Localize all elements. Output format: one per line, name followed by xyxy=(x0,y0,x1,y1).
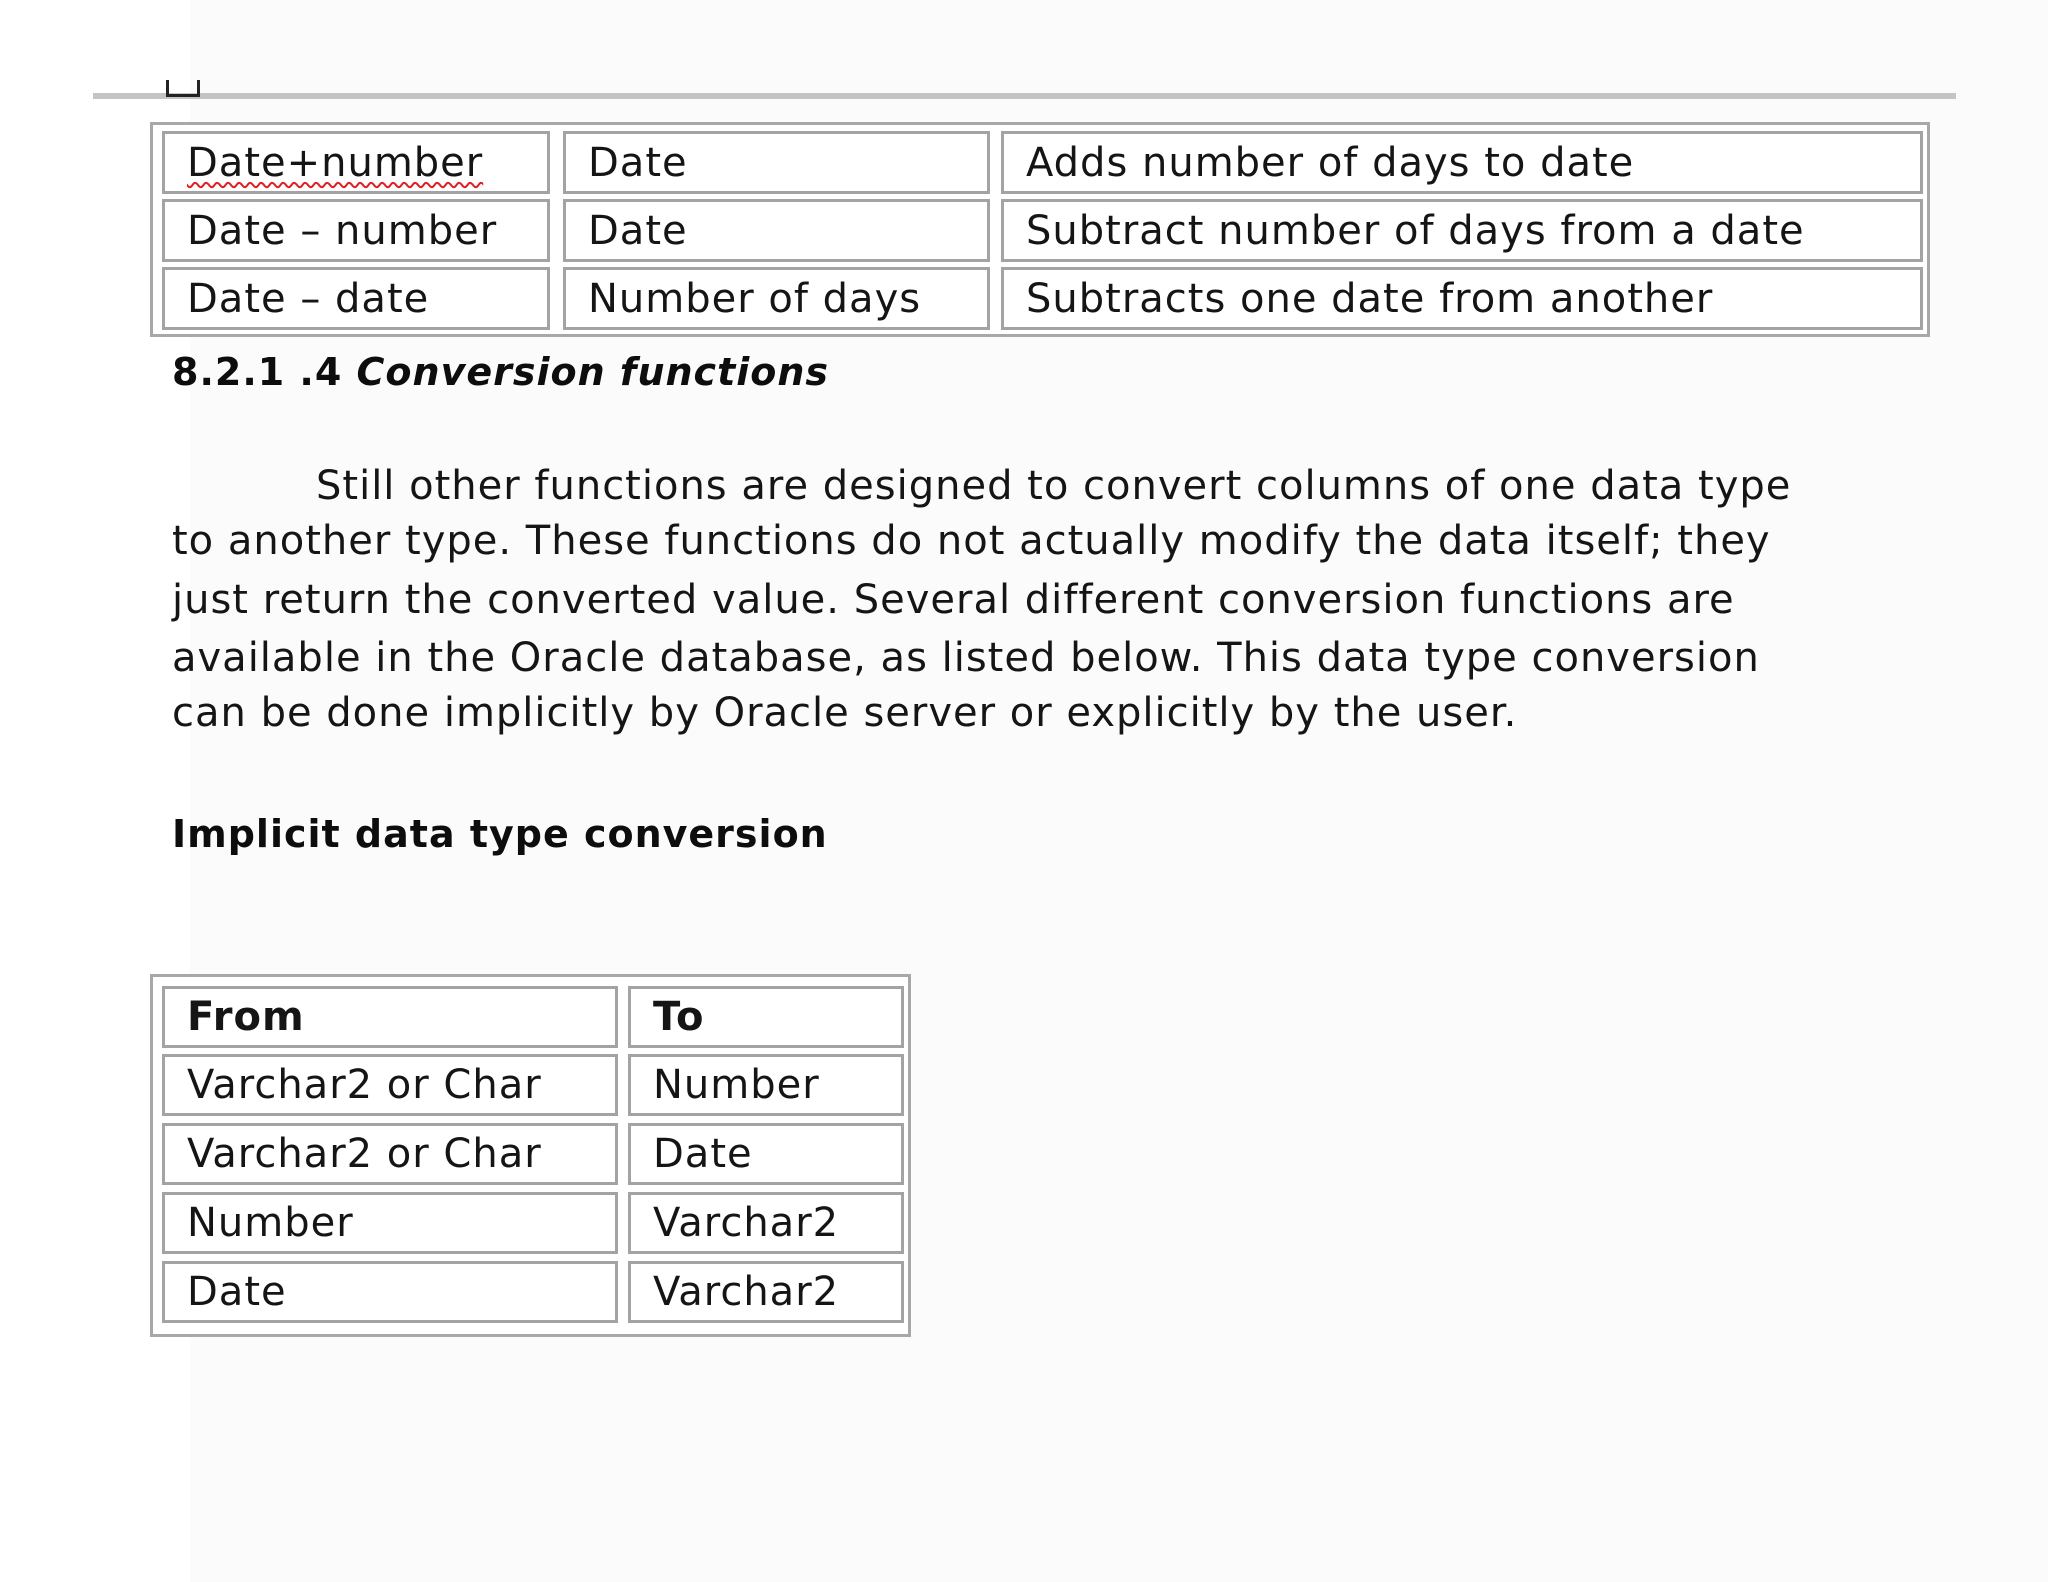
table-cell-to: Date xyxy=(628,1123,904,1185)
operation-text: Date+number xyxy=(187,139,484,186)
table-cell-result: Date xyxy=(563,131,990,194)
table-cell-description: Subtract number of days from a date xyxy=(1001,199,1923,262)
table-cell-operation: Date – date xyxy=(162,267,550,330)
date-arithmetic-table xyxy=(150,122,1930,337)
paragraph-line: to another type. These functions do not actually modify the data itself; they xyxy=(172,518,1771,564)
table-cell-from: Varchar2 or Char xyxy=(162,1054,618,1116)
section-heading xyxy=(172,350,829,394)
section-number: 8.2.1 .4 xyxy=(172,350,343,394)
table-cell-to: Number xyxy=(628,1054,904,1116)
subheading: Implicit data type conversion xyxy=(172,812,828,856)
text-boundary-mark xyxy=(166,80,200,97)
table-cell-result: Date xyxy=(563,199,990,262)
table-cell-operation xyxy=(162,131,550,194)
header-rule xyxy=(93,93,1956,99)
table-cell-operation: Date – number xyxy=(162,199,550,262)
table-cell-from: Number xyxy=(162,1192,618,1254)
table-cell-to: Varchar2 xyxy=(628,1192,904,1254)
paragraph-line: Still other functions are designed to convert columns of one data type xyxy=(316,463,1792,509)
table-header-to: To xyxy=(628,986,904,1048)
paragraph-line: available in the Oracle database, as listed below. This data type conversion xyxy=(172,635,1760,681)
implicit-conversion-table xyxy=(150,974,911,1337)
table-cell-description: Subtracts one date from another xyxy=(1001,267,1923,330)
table-cell-from: Varchar2 or Char xyxy=(162,1123,618,1185)
table-cell-to: Varchar2 xyxy=(628,1261,904,1323)
table-cell-result: Number of days xyxy=(563,267,990,330)
table-header-from: From xyxy=(162,986,618,1048)
paragraph-line: can be done implicitly by Oracle server or explicitly by the user. xyxy=(172,690,1518,736)
table-cell-description: Adds number of days to date xyxy=(1001,131,1923,194)
table-cell-from: Date xyxy=(162,1261,618,1323)
section-title: Conversion functions xyxy=(356,350,830,394)
paragraph-line: just return the converted value. Several different conversion functions are xyxy=(172,577,1735,623)
